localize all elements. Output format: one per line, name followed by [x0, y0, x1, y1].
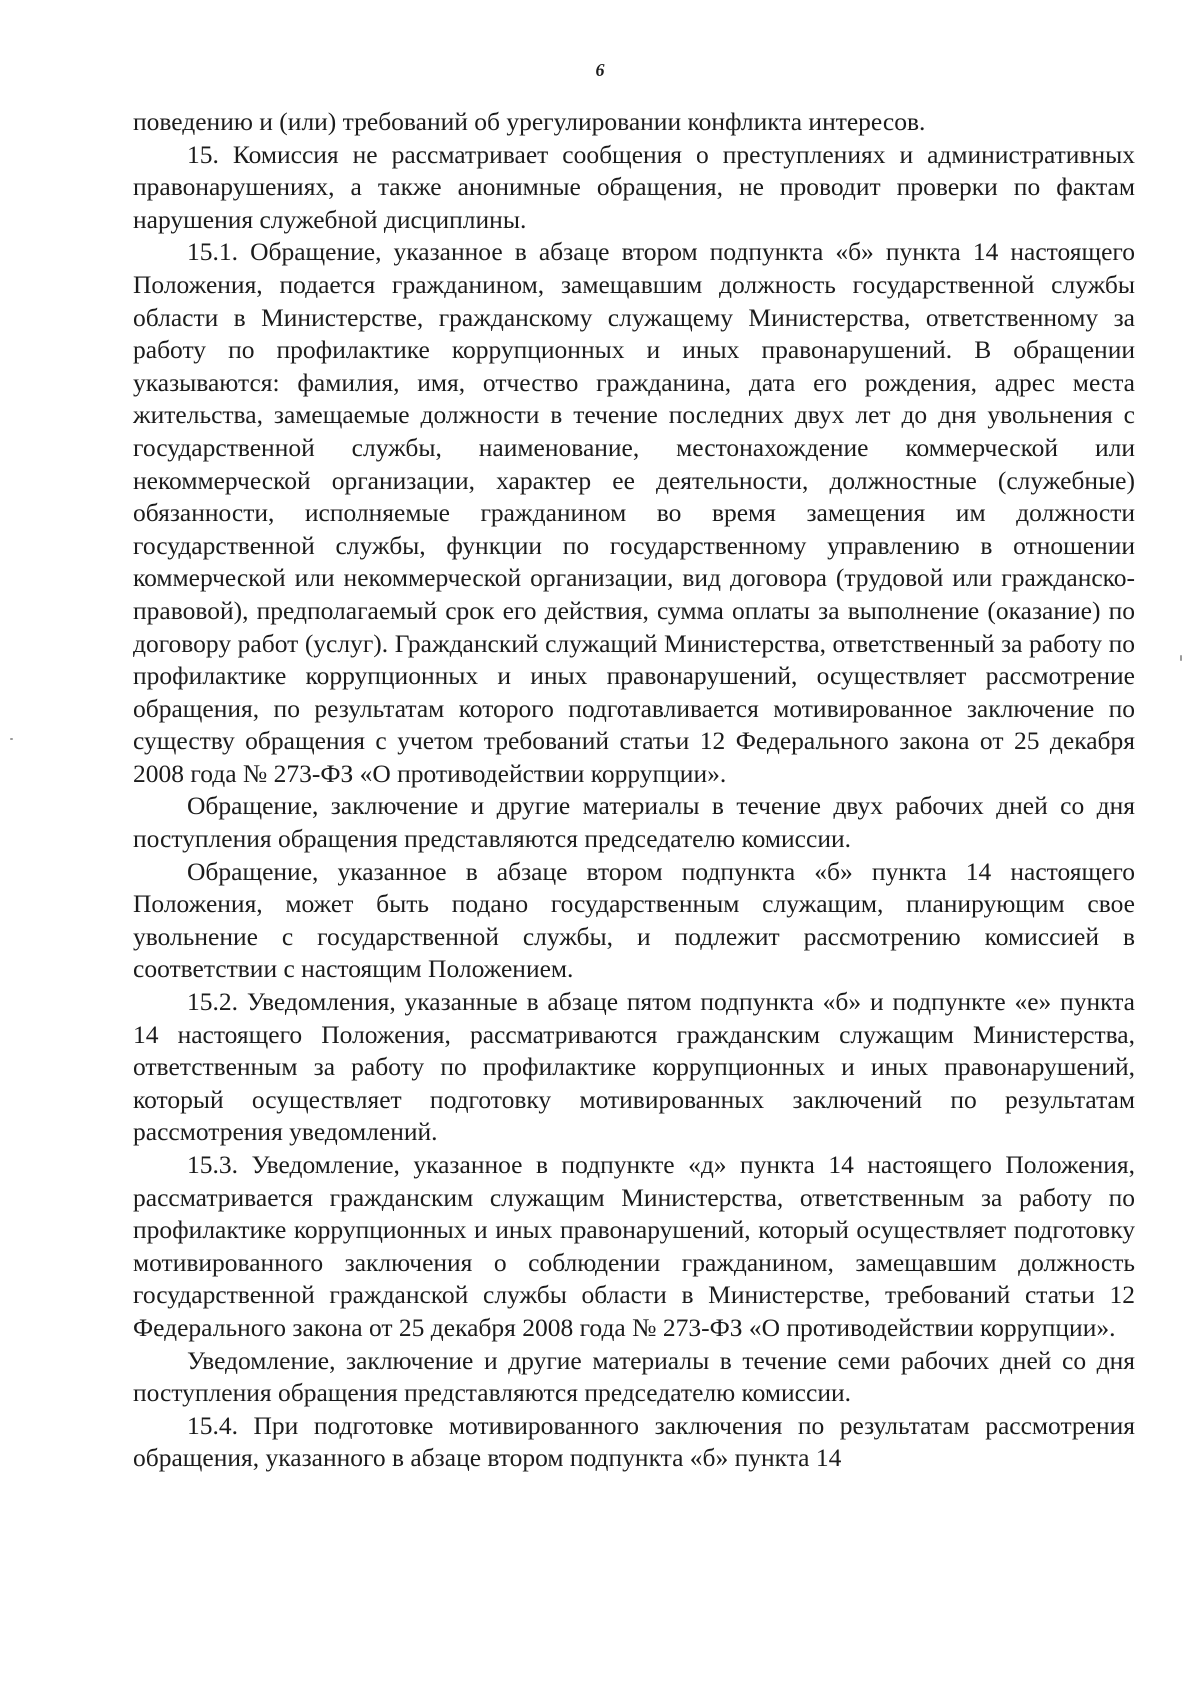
paragraph: 15. Комиссия не рассматривает сообщения о преступлениях и административных правонарушениях, а также анонимные обращения, не проводит проверки по фактам нарушения служебной дисциплины.: [133, 139, 1135, 234]
paragraph: Обращение, указанное в абзаце втором подпункта «б» пункта 14 настоящего Положения, может быть подано государственным служащим, планирующим свое увольнение с государственной службы, и подлежит рассмотрению комиссией в соответствии с настоящим Положением.: [133, 856, 1135, 984]
scan-speck: [1180, 655, 1182, 661]
paragraph: 15.3. Уведомление, указанное в подпункте «д» пункта 14 настоящего Положения, рассматривается гражданским служащим Министерства, ответственным за работу по профилактике коррупционных и иных правонарушений, который осуществляет подготовку мотивированного заключения о соблюдении гражданином, замещавшим должность государственной гражданской службы области в Министерстве, требований статьи 12 Федерального закона от 25 декабря 2008 года № 273-ФЗ «О противодействии коррупции».: [133, 1150, 1135, 1342]
page-number: 6: [595, 60, 605, 80]
paragraph: Уведомление, заключение и другие материалы в течение семи рабочих дней со дня поступления обращения представляются председателю комиссии.: [133, 1345, 1135, 1408]
paragraph: 15.4. При подготовке мотивированного заключения по результатам рассмотрения обращения, указанного в абзаце втором подпункта «б» пункта 14: [133, 1410, 1135, 1473]
scan-speck: [10, 738, 13, 740]
paragraph: 15.1. Обращение, указанное в абзаце втором подпункта «б» пункта 14 настоящего Положения, подается гражданином, замещавшим должность государственной службы области в Министерстве, гражданскому служащему Министерства, ответственному за работу по профилактике коррупционных и иных правонарушений. В обращении указываются: фамилия, имя, отчество гражданина, дата его рождения, адрес места жительства, замещаемые должности в течение последних двух лет до дня увольнения с государственной службы, наименование, местонахождение коммерческой или некоммерческой организации, характер ее деятельности, должностные (служебные) обязанности, исполняемые гражданином во время замещения им должности государственной службы, функции по государственному управлению в отношении коммерческой или некоммерческой организации, вид договора (трудовой или гражданско-правовой), предполагаемый срок его действия, сумма оплаты за выполнение (оказание) по договору работ (услуг). Гражданский служащий Министерства, ответственный за работу по профилактике коррупционных и иных правонарушений, осуществляет рассмотрение обращения, по результатам которого подготавливается мотивированное заключение по существу обращения с учетом требований статьи 12 Федерального закона от 25 декабря 2008 года № 273-ФЗ «О противодействии коррупции».: [133, 237, 1135, 788]
paragraph: поведению и (или) требований об урегулировании конфликта интересов.: [133, 107, 926, 136]
paragraph: 15.2. Уведомления, указанные в абзаце пятом подпункта «б» и подпункте «е» пункта 14 настоящего Положения, рассматриваются гражданским служащим Министерства, ответственным за работу по профилактике коррупционных и иных правонарушений, который осуществляет подготовку мотивированных заключений по результатам рассмотрения уведомлений.: [133, 987, 1135, 1147]
paragraph: Обращение, заключение и другие материалы в течение двух рабочих дней со дня поступления обращения представляются председателю комиссии.: [133, 791, 1135, 854]
document-body: [133, 106, 1135, 1475]
